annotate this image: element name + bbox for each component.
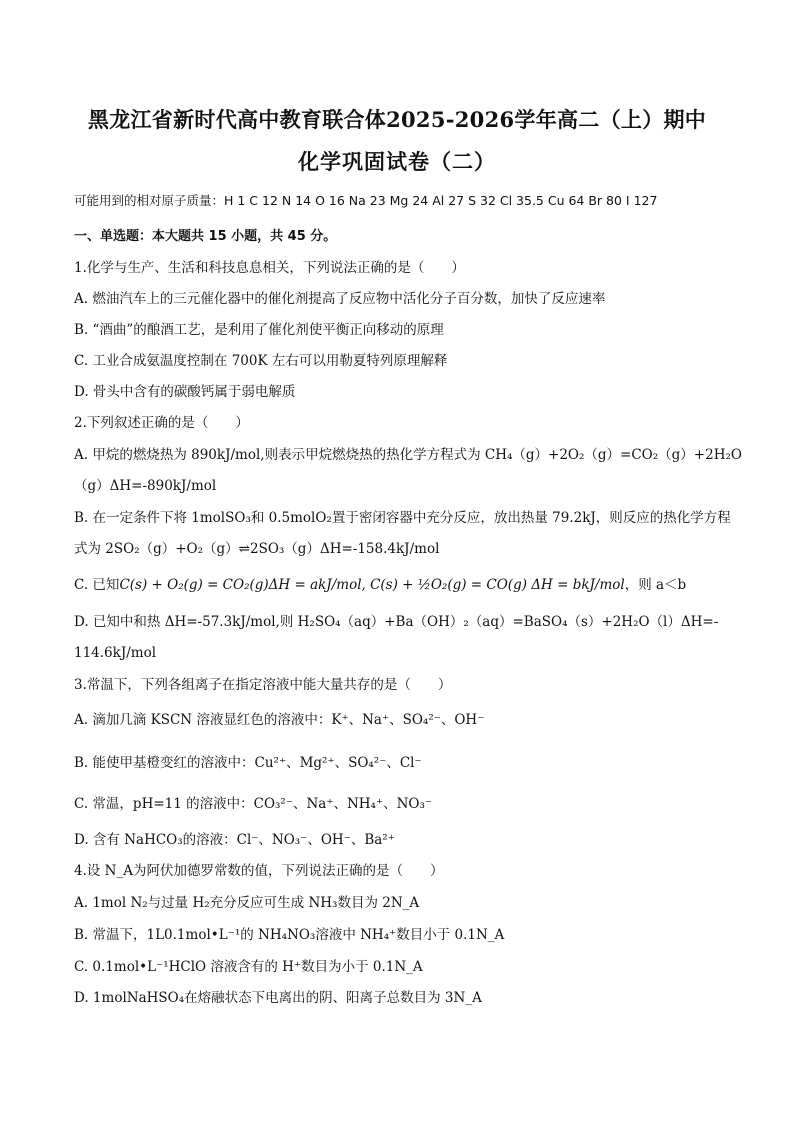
question-4-option-c: C. 0.1mol•L⁻¹HClO 溶液含有的 H⁺数目为小于 0.1N_A [74,959,423,975]
question-2-option-a-line2: （g）ΔH=-890kJ/mol [74,478,217,494]
question-1-stem: 1.化学与生产、生活和科技息息相关，下列说法正确的是（ ） [74,260,465,276]
question-3-option-b: B. 能使甲基橙变红的溶液中：Cu²⁺、Mg²⁺、SO₄²⁻、Cl⁻ [74,755,422,771]
question-2-option-c-suffix: ，则 a＜b [624,577,687,593]
question-1-option-b: B. “酒曲”的酿酒工艺，是利用了催化剂使平衡正向移动的原理 [74,322,444,338]
question-3-option-c: C. 常温，pH=11 的溶液中：CO₃²⁻、Na⁺、NH₄⁺、NO₃⁻ [74,796,433,812]
question-2-option-b-line2: 式为 2SO₂（g）+O₂（g）⇌2SO₃（g）ΔH=-158.4kJ/mol [74,541,440,557]
question-2-option-b-line1: B. 在一定条件下将 1molSO₃和 0.5molO₂置于密闭容器中充分反应，放出热量 79.2kJ，则反应的热化学方程 [74,510,731,526]
question-1-option-a: A. 燃油汽车上的三元催化器中的催化剂提高了反应物中活化分子百分数，加快了反应速率 [74,291,606,307]
question-4-stem: 4.设 N_A为阿伏加德罗常数的值，下列说法正确的是（ ） [74,863,444,879]
question-4-option-b: B. 常温下，1L0.1mol•L⁻¹的 NH₄NO₃溶液中 NH₄⁺数目小于 0.1N_A [74,927,505,943]
question-2-option-d-line1: D. 已知中和热 ΔH=-57.3kJ/mol,则 H₂SO₄（aq）+Ba（OH）₂（aq）=BaSO₄（s）+2H₂O（l）ΔH=- [74,614,719,630]
question-3-option-a: A. 滴加几滴 KSCN 溶液显红色的溶液中：K⁺、Na⁺、SO₄²⁻、OH⁻ [74,712,485,728]
question-2-option-a-line1: A. 甲烷的燃烧热为 890kJ/mol,则表示甲烷燃烧热的热化学方程式为 CH₄（g）+2O₂（g）=CO₂（g）+2H₂O [74,447,742,463]
atomic-masses: 可能用到的相对原子质量：H 1 C 12 N 14 O 16 Na 23 Mg 24 Al 27 S 32 Cl 35.5 Cu 64 Br 80 I 127 [74,193,658,208]
question-1-option-d: D. 骨头中含有的碳酸钙属于弱电解质 [74,384,296,400]
question-2-option-c [74,576,734,594]
exam-title-line2: 化学巩固试卷（二） [298,149,496,174]
question-1-option-c: C. 工业合成氨温度控制在 700K 左右可以用勒夏特列原理解释 [74,353,448,369]
question-2-option-c-formula: C(s) + O₂(g) = CO₂(g)ΔH = akJ/mol, C(s) + ½O₂(g) = CO(g) ΔH = bkJ/mol [119,577,625,593]
question-4-option-a: A. 1mol N₂与过量 H₂充分反应可生成 NH₃数目为 2N_A [74,895,420,911]
section-heading: 一、单选题：本大题共 15 小题，共 45 分。 [74,229,337,244]
question-3-stem: 3.常温下，下列各组离子在指定溶液中能大量共存的是（ ） [74,677,452,693]
question-2-option-d-line2: 114.6kJ/mol [74,645,157,661]
question-2-stem: 2.下列叙述正确的是（ ） [74,415,249,431]
exam-title-line1: 黑龙江省新时代高中教育联合体2025-2026学年高二（上）期中 [87,107,707,132]
question-4-option-d: D. 1molNaHSO₄在熔融状态下电离出的阴、阳离子总数目为 3N_A [74,990,482,1006]
question-2-option-c-prefix: C. 已知 [74,577,120,593]
question-3-option-d: D. 含有 NaHCO₃的溶液：Cl⁻、NO₃⁻、OH⁻、Ba²⁺ [74,832,395,848]
